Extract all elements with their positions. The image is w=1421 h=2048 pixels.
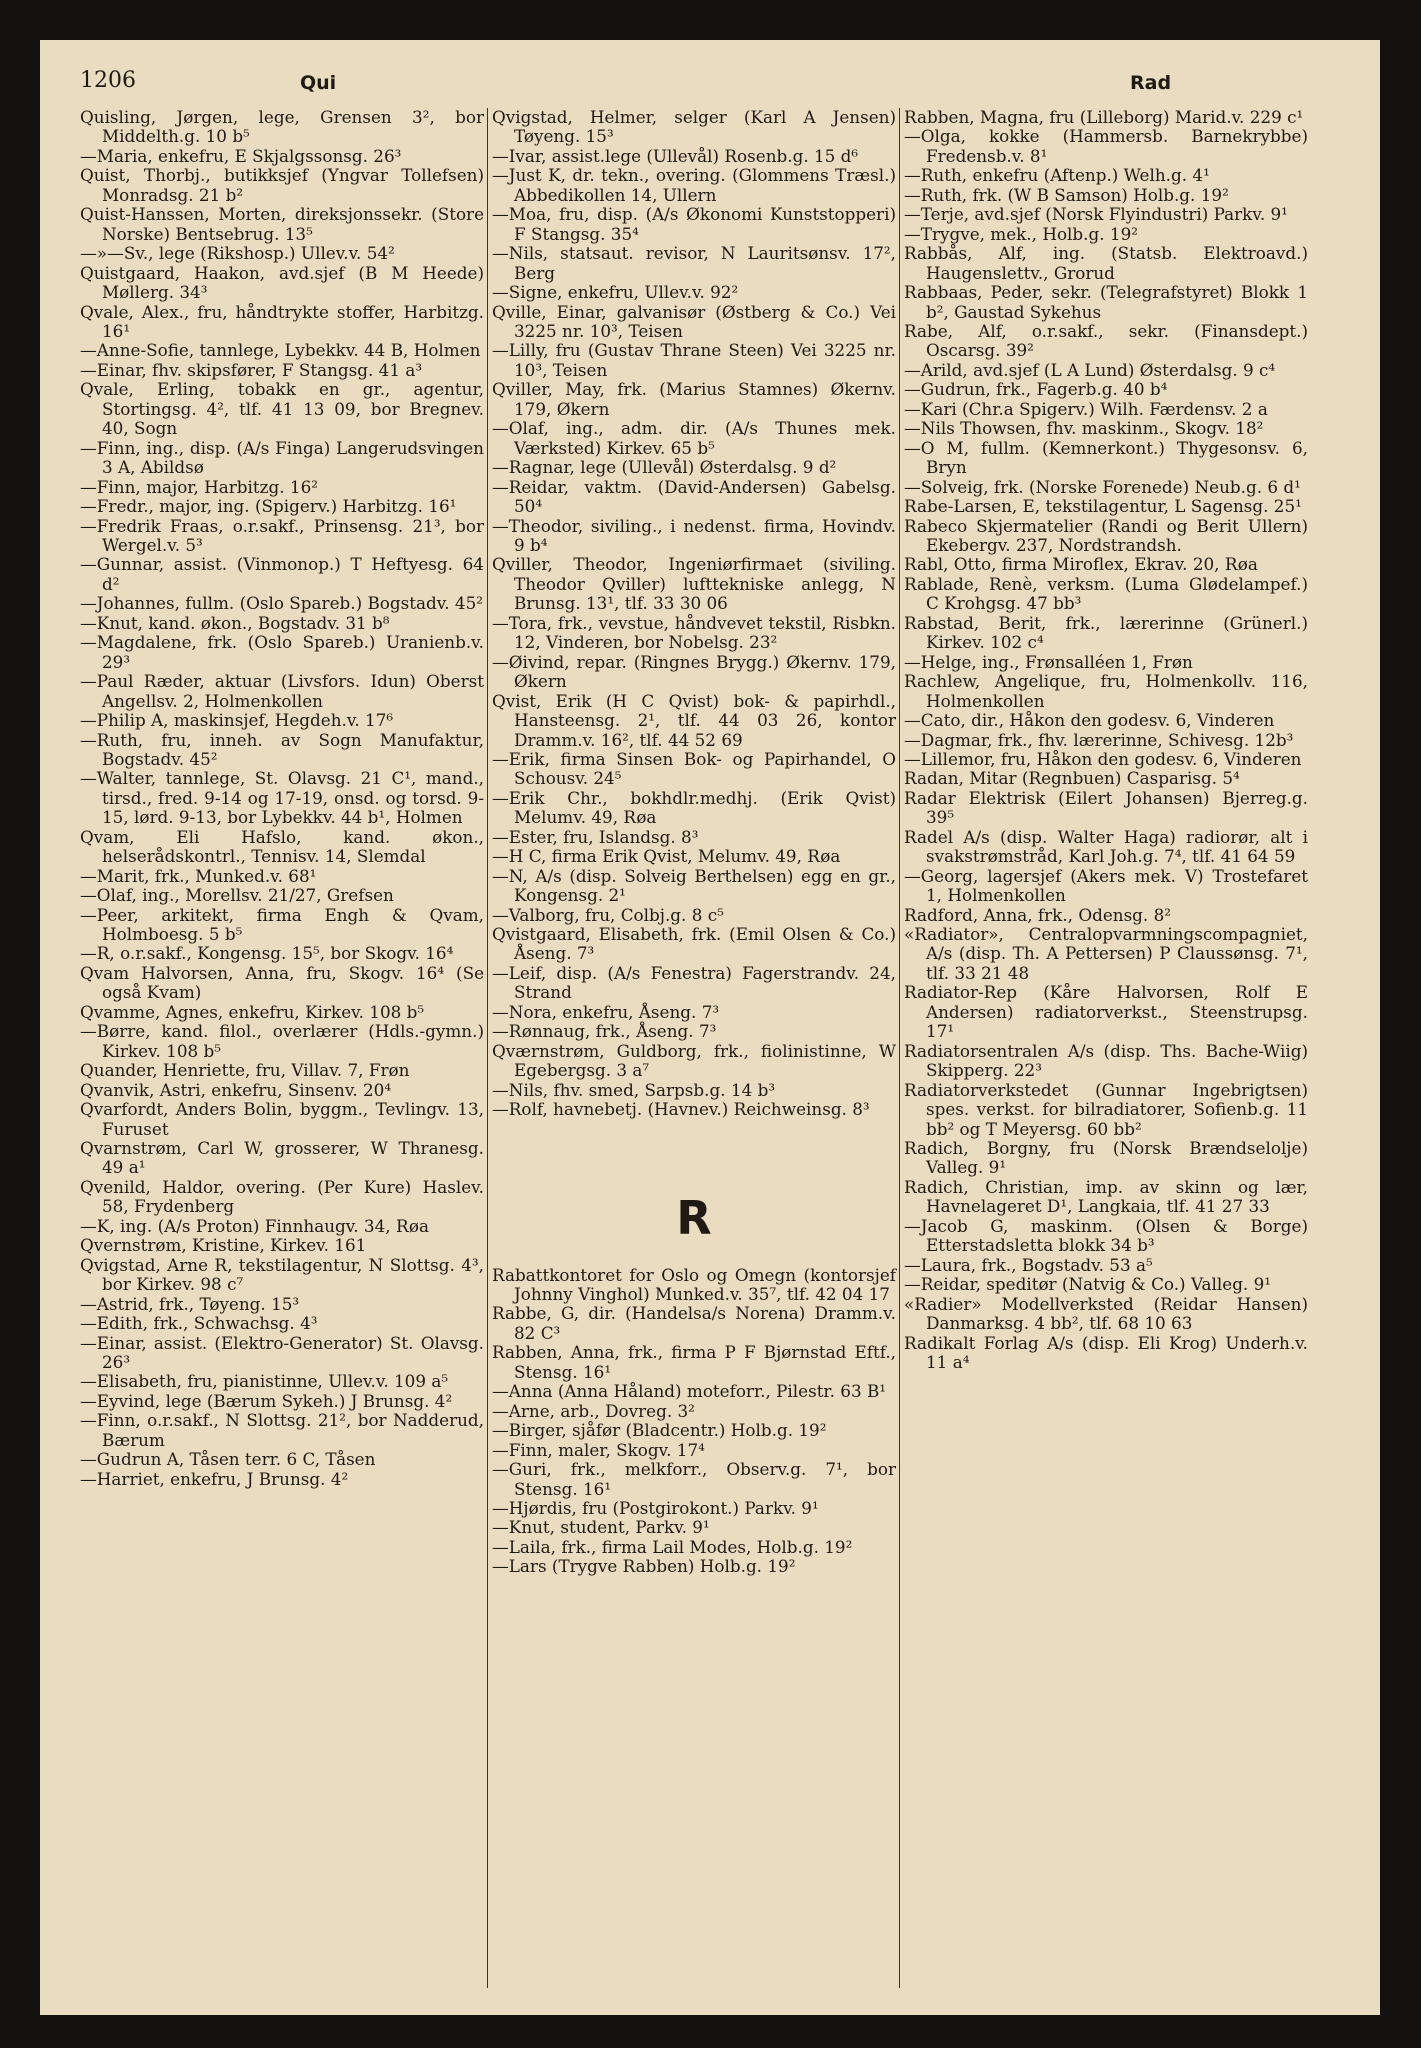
directory-entry: —Trygve, mek., Holb.g. 19²	[904, 223, 1138, 244]
directory-entry: —Børre, kand. filol., overlærer (Hdls.-gymn.) Kirkev. 108 b⁵	[80, 1021, 484, 1061]
directory-entry: Radich, Borgny, fru (Norsk Brændselolje) Valleg. 9¹	[904, 1138, 1308, 1178]
directory-entry: —Leif, disp. (A/s Fenestra) Fagerstrandv. 24, Strand	[492, 962, 896, 1003]
left-guide-word: Qui	[300, 72, 337, 94]
directory-entry: —Theodor, siviling., i nedenst. firma, Hovindv. 9 b⁴	[492, 515, 896, 555]
column-rule	[487, 108, 488, 1988]
directory-entry: —Just K, dr. tekn., overing. (Glommens Træsl.) Abbedikollen 14, Ullern	[492, 165, 896, 205]
directory-entry: —Ester, fru, Islandsg. 8³	[492, 826, 699, 847]
directory-entry: —Cato, dir., Håkon den godesv. 6, Vinderen	[904, 710, 1275, 731]
directory-entry: —Philip A, maskinsjef, Hegdeh.v. 17⁶	[80, 710, 394, 731]
directory-entry: Qviller, Theodor, Ingeniørfirmaet (siviling. Theodor Qviller) lufttekniske anlegg, N Brunsg. 13¹, tlf. 33 30 06	[492, 554, 896, 614]
directory-entry: —Gudrun A, Tåsen terr. 6 C, Tåsen	[80, 1449, 376, 1470]
directory-entry: Qvarnstrøm, Carl W, grosserer, W Thranesg. 49 a¹	[80, 1138, 484, 1178]
directory-entry: —Johannes, fullm. (Oslo Spareb.) Bogstadv. 45²	[80, 593, 483, 614]
directory-entry: Radich, Christian, imp. av skinn og lær, Havnelageret D¹, Langkaia, tlf. 41 27 33	[904, 1176, 1308, 1217]
directory-entry: —Ruth, fru, inneh. av Sogn Manufaktur, Bogstadv. 45²	[80, 729, 484, 769]
directory-entry: —Anne-Sofie, tannlege, Lybekkv. 44 B, Holmen	[80, 340, 481, 361]
directory-entry: Rabe-Larsen, E, tekstilagentur, L Sagensg. 25¹	[904, 496, 1302, 517]
directory-entry: —Ragnar, lege (Ullevål) Østerdalsg. 9 d²	[492, 457, 837, 478]
directory-entry: Quistgaard, Haakon, avd.sjef (B M Heede) Møllerg. 34³	[80, 262, 484, 303]
directory-entry: Rabstad, Berit, frk., lærerinne (Grünerl.) Kirkev. 102 c⁴	[904, 612, 1308, 653]
directory-entry: —Øivind, repar. (Ringnes Brygg.) Økernv. 179, Økern	[492, 651, 896, 692]
directory-entry: Quist-Hanssen, Morten, direksjonssekr. (Store Norske) Bentsebrug. 13⁵	[80, 204, 484, 244]
directory-entry: —Georg, lagersjef (Akers mek. V) Trostefaret 1, Holmenkollen	[904, 865, 1308, 906]
directory-entry: Radiatorverkstedet (Gunnar Ingebrigtsen) spes. verkst. for bilradiatorer, Sofienb.g. 11 bb² og T Meyersg. 60 bb²	[904, 1079, 1308, 1139]
directory-entry: —K, ing. (A/s Proton) Finnhaugv. 34, Røa	[80, 1215, 430, 1236]
directory-entry: Qværnstrøm, Guldborg, frk., fiolinistinne, W Egebergsg. 3 a⁷	[492, 1040, 896, 1081]
directory-entry: —Guri, frk., melkforr., Observ.g. 7¹, bor Stensg. 16¹	[492, 1459, 896, 1499]
directory-entry: —N, A/s (disp. Solveig Berthelsen) egg en gr., Kongensg. 2¹	[492, 865, 896, 906]
directory-entry: —Peer, arkitekt, firma Engh & Qvam, Holmboesg. 5 b⁵	[80, 904, 484, 945]
directory-entry: «Radier» Modellverksted (Reidar Hansen) Danmarksg. 4 bb², tlf. 68 10 63	[904, 1293, 1308, 1334]
directory-entry: Rablade, Renè, verksm. (Luma Glødelampef.) C Krohgsg. 47 bb³	[904, 573, 1308, 614]
directory-entry: —Nils Thowsen, fhv. maskinm., Skogv. 18²	[904, 418, 1264, 439]
directory-entry: —Hjørdis, fru (Postgirokont.) Parkv. 9¹	[492, 1498, 819, 1518]
directory-entry: —Moa, fru, disp. (A/s Økonomi Kunststopperi) F Stangsg. 35⁴	[492, 204, 896, 244]
directory-entry: —Gudrun, frk., Fagerb.g. 40 b⁴	[904, 379, 1168, 400]
column-3	[904, 108, 1308, 1372]
directory-entry: —Finn, maler, Skogv. 17⁴	[492, 1439, 705, 1460]
directory-entry: —Erik Chr., bokhdlr.medhj. (Erik Qvist) Melumv. 49, Røa	[492, 787, 896, 828]
directory-entry: —Kari (Chr.a Spigerv.) Wilh. Færdensv. 2 a	[904, 398, 1268, 419]
directory-entry: —Dagmar, frk., fhv. lærerinne, Schivesg. 12b³	[904, 729, 1294, 750]
column-1	[80, 108, 484, 1489]
directory-entry: —Elisabeth, fru, pianistinne, Ullev.v. 109 a⁵	[80, 1371, 449, 1392]
page-number: 1206	[80, 68, 136, 93]
section-letter: R	[676, 1190, 712, 1245]
directory-entry: —Reidar, vaktm. (David-Andersen) Gabelsg. 50⁴	[492, 476, 896, 517]
right-guide-word: Rad	[1130, 72, 1172, 94]
directory-entry: —Olaf, ing., Morellsv. 21/27, Grefsen	[80, 885, 394, 906]
directory-entry: Rachlew, Angelique, fru, Holmenkollv. 116, Holmenkollen	[904, 671, 1308, 711]
directory-entry: Rabbe, G, dir. (Handelsa/s Norena) Dramm.v. 82 C³	[492, 1303, 896, 1343]
directory-entry: —Knut, student, Parkv. 9¹	[492, 1517, 710, 1538]
directory-entry: Qvamme, Agnes, enkefru, Kirkev. 108 b⁵	[80, 1001, 425, 1022]
directory-entry: —Nils, statsaut. revisor, N Lauritsønsv. 17², Berg	[492, 243, 896, 283]
directory-entry: —Finn, ing., disp. (A/s Finga) Langerudsvingen 3 A, Abildsø	[80, 437, 484, 478]
directory-entry: —Jacob G, maskinm. (Olsen & Borge) Etterstadsletta blokk 34 b³	[904, 1215, 1308, 1256]
directory-entry: Radel A/s (disp. Walter Haga) radiorør, alt i svakstrømstråd, Karl Joh.g. 7⁴, tlf. 41 64 59	[904, 826, 1308, 867]
directory-page	[40, 40, 1380, 2015]
directory-entry: —Solveig, frk. (Norske Forenede) Neub.g. 6 d¹	[904, 476, 1301, 497]
directory-entry: —Marit, frk., Munked.v. 68¹	[80, 865, 317, 886]
directory-entry: Qvenild, Haldor, overing. (Per Kure) Haslev. 58, Frydenberg	[80, 1176, 484, 1217]
directory-entry: Qvale, Erling, tobakk en gr., agentur, Stortingsg. 4², tlf. 41 13 09, bor Bregnev. 40, Sogn	[80, 379, 484, 439]
directory-entry: —Tora, frk., vevstue, håndvevet tekstil, Risbkn. 12, Vinderen, bor Nobelsg. 23²	[492, 612, 896, 653]
directory-entry: —Gunnar, assist. (Vinmonop.) T Heftyesg. 64 d²	[80, 554, 484, 594]
directory-entry: Qvanvik, Astri, enkefru, Sinsenv. 20⁴	[80, 1079, 392, 1100]
directory-entry: —Ruth, frk. (W B Samson) Holb.g. 19²	[904, 184, 1229, 205]
directory-entry: —Terje, avd.sjef (Norsk Flyindustri) Parkv. 9¹	[904, 204, 1288, 225]
directory-entry: —Fredr., major, ing. (Spigerv.) Harbitzg. 16¹	[80, 496, 457, 517]
directory-entry: Rabbås, Alf, ing. (Statsb. Elektroavd.) Haugenslettv., Grorud	[904, 243, 1308, 283]
directory-entry: Quander, Henriette, fru, Villav. 7, Frøn	[80, 1060, 410, 1081]
directory-entry: —Lilly, fru (Gustav Thrane Steen) Vei 3225 nr. 10³, Teisen	[492, 340, 896, 380]
directory-entry: —Finn, o.r.sakf., N Slottsg. 21², bor Nadderud, Bærum	[80, 1410, 484, 1450]
directory-entry: —Rønnaug, frk., Åseng. 7³	[492, 1021, 717, 1042]
directory-entry: Qvale, Alex., fru, håndtrykte stoffer, Harbitzg. 16¹	[80, 301, 484, 341]
directory-entry: Qviller, May, frk. (Marius Stamnes) Økernv. 179, Økern	[492, 379, 896, 419]
directory-entry: Qvam, Eli Hafslo, kand. økon., helserådskontrl., Tennisv. 14, Slemdal	[80, 826, 484, 867]
directory-entry: —Harriet, enkefru, J Brunsg. 4²	[80, 1468, 349, 1489]
directory-entry: Quist, Thorbj., butikksjef (Yngvar Tollefsen) Monradsg. 21 b²	[80, 165, 484, 205]
directory-entry: —Anna (Anna Håland) moteforr., Pilestr. 63 B¹	[492, 1381, 887, 1402]
directory-entry: Rabben, Anna, frk., firma P F Bjørnstad Eftf., Stensg. 16¹	[492, 1342, 896, 1382]
directory-entry: —Einar, assist. (Elektro-Generator) St. Olavsg. 26³	[80, 1332, 484, 1372]
directory-entry: —Knut, kand. økon., Bogstadv. 31 b⁸	[80, 612, 390, 633]
directory-entry: Rabe, Alf, o.r.sakf., sekr. (Finansdept.) Oscarsg. 39²	[904, 320, 1308, 361]
directory-entry: —Finn, major, Harbitzg. 16²	[80, 476, 318, 497]
directory-entry: Qvarfordt, Anders Bolin, byggm., Tevlingv. 13, Furuset	[80, 1099, 484, 1139]
directory-entry: —Einar, fhv. skipsfører, F Stangsg. 41 a³	[80, 359, 423, 380]
directory-entry: —Helge, ing., Frønsalléen 1, Frøn	[904, 651, 1193, 672]
directory-entry: —Olga, kokke (Hammersb. Barnekrybbe) Fredensb.v. 8¹	[904, 126, 1308, 166]
directory-entry: —Astrid, frk., Tøyeng. 15³	[80, 1293, 300, 1314]
directory-entry: Radan, Mitar (Regnbuen) Casparisg. 5⁴	[904, 768, 1240, 789]
directory-entry: —O M, fullm. (Kemnerkont.) Thygesonsv. 6, Bryn	[904, 437, 1308, 478]
directory-entry: —Birger, sjåfør (Bladcentr.) Holb.g. 19²	[492, 1420, 827, 1441]
directory-entry: Radiatorsentralen A/s (disp. Ths. Bache-Wiig) Skipperg. 22³	[904, 1040, 1308, 1081]
directory-entry: «Radiator», Centralopvarmningscompagniet, A/s (disp. Th. A Pettersen) P Claussønsg. 7¹, tlf. 33 21 48	[904, 924, 1308, 983]
directory-entry: —Reidar, speditør (Natvig & Co.) Valleg. 9¹	[904, 1274, 1272, 1295]
directory-entry: Radikalt Forlag A/s (disp. Eli Krog) Underh.v. 11 a⁴	[904, 1332, 1308, 1372]
directory-entry: —R, o.r.sakf., Kongensg. 15⁵, bor Skogv. 16⁴	[80, 943, 454, 964]
directory-entry: Qvigstad, Arne R, tekstilagentur, N Slottsg. 4³, bor Kirkev. 98 c⁷	[80, 1254, 484, 1295]
directory-entry: —Ivar, assist.lege (Ullevål) Rosenb.g. 15 d⁶	[492, 145, 859, 166]
directory-entry: —Laila, frk., firma Lail Modes, Holb.g. 19²	[492, 1536, 853, 1557]
directory-entry: Qvistgaard, Elisabeth, frk. (Emil Olsen & Co.) Åseng. 7³	[492, 924, 896, 964]
directory-entry: —»—Sv., lege (Rikshosp.) Ullev.v. 54²	[80, 243, 395, 264]
directory-entry: —Nora, enkefru, Åseng. 7³	[492, 1001, 720, 1022]
directory-entry: —Arild, avd.sjef (L A Lund) Østerdalsg. 9 c⁴	[904, 359, 1276, 380]
directory-entry: Rabbaas, Peder, sekr. (Telegrafstyret) Blokk 1 b², Gaustad Sykehus	[904, 282, 1308, 322]
directory-entry: Radar Elektrisk (Eilert Johansen) Bjerreg.g. 39⁵	[904, 787, 1308, 828]
directory-entry: Radiator-Rep (Kåre Halvorsen, Rolf E Andersen) radiatorverkst., Steenstrupsg. 17¹	[904, 982, 1308, 1042]
directory-entry: —Magdalene, frk. (Oslo Spareb.) Uranienb.v. 29³	[80, 632, 484, 672]
directory-entry: —H C, firma Erik Qvist, Melumv. 49, Røa	[492, 846, 841, 867]
directory-entry: —Rolf, havnebetj. (Havnev.) Reichweinsg. 8³	[492, 1099, 870, 1120]
directory-entry: —Signe, enkefru, Ullev.v. 92²	[492, 282, 739, 303]
directory-entry: —Lillemor, fru, Håkon den godesv. 6, Vinderen	[904, 748, 1302, 769]
directory-entry: —Arne, arb., Dovreg. 3²	[492, 1400, 695, 1421]
directory-entry: Qvernstrøm, Kristine, Kirkev. 161	[80, 1235, 367, 1256]
directory-entry: Rabeco Skjermatelier (Randi og Berit Ullern) Ekebergv. 237, Nordstrandsh.	[904, 515, 1308, 555]
directory-entry: —Erik, firma Sinsen Bok- og Papirhandel, O Schousv. 24⁵	[492, 748, 896, 789]
directory-entry: Radford, Anna, frk., Odensg. 8²	[904, 904, 1171, 925]
directory-entry: —Eyvind, lege (Bærum Sykeh.) J Brunsg. 4²	[80, 1390, 453, 1411]
directory-entry: —Olaf, ing., adm. dir. (A/s Thunes mek. Værksted) Kirkev. 65 b⁵	[492, 418, 896, 458]
directory-entry: —Paul Ræder, aktuar (Livsfors. Idun) Oberst Angellsv. 2, Holmenkollen	[80, 671, 484, 711]
column-rule	[899, 108, 900, 1988]
directory-entry: —Nils, fhv. smed, Sarpsb.g. 14 b³	[492, 1079, 776, 1100]
directory-entry: —Valborg, fru, Colbj.g. 8 c⁵	[492, 904, 724, 925]
directory-entry: —Lars (Trygve Rabben) Holb.g. 19²	[492, 1556, 796, 1577]
directory-entry: Rabben, Magna, fru (Lilleborg) Marid.v. 229 c¹	[904, 107, 1304, 127]
directory-entry: Rabl, Otto, firma Miroflex, Ekrav. 20, Røa	[904, 554, 1258, 575]
directory-entry: Qvigstad, Helmer, selger (Karl A Jensen) Tøyeng. 15³	[492, 107, 896, 147]
directory-entry: —Maria, enkefru, E Skjalgssonsg. 26³	[80, 145, 402, 166]
directory-entry: Qville, Einar, galvanisør (Østberg & Co.) Vei 3225 nr. 10³, Teisen	[492, 301, 896, 341]
directory-entry: Qvist, Erik (H C Qvist) bok- & papirhdl., Hansteensg. 2¹, tlf. 44 03 26, kontor Dramm.v. 16², tlf. 44 52 69	[492, 690, 896, 750]
directory-entry: Quisling, Jørgen, lege, Grensen 3², bor Middelth.g. 10 b⁵	[80, 107, 484, 147]
directory-entry: —Fredrik Fraas, o.r.sakf., Prinsensg. 21³, bor Wergel.v. 5³	[80, 515, 484, 555]
directory-entry: —Walter, tannlege, St. Olavsg. 21 C¹, mand., tirsd., fred. 9-14 og 17-19, onsd. og torsd. 9-15, lørd. 9-13, bor Lybekkv. 44 b¹, Holmen	[80, 768, 484, 828]
directory-entry: Rabattkontoret for Oslo og Omegn (kontorsjef Johnny Vinghol) Munked.v. 35⁷, tlf. 42 04 17	[492, 1264, 896, 1305]
directory-entry: Qvam Halvorsen, Anna, fru, Skogv. 16⁴ (Se også Kvam)	[80, 962, 484, 1003]
directory-entry: —Ruth, enkefru (Aftenp.) Welh.g. 4¹	[904, 165, 1210, 186]
directory-entry: —Edith, frk., Schwachsg. 4³	[80, 1313, 318, 1334]
directory-entry: —Laura, frk., Bogstadv. 53 a⁵	[904, 1254, 1153, 1275]
column-2	[492, 108, 896, 1577]
